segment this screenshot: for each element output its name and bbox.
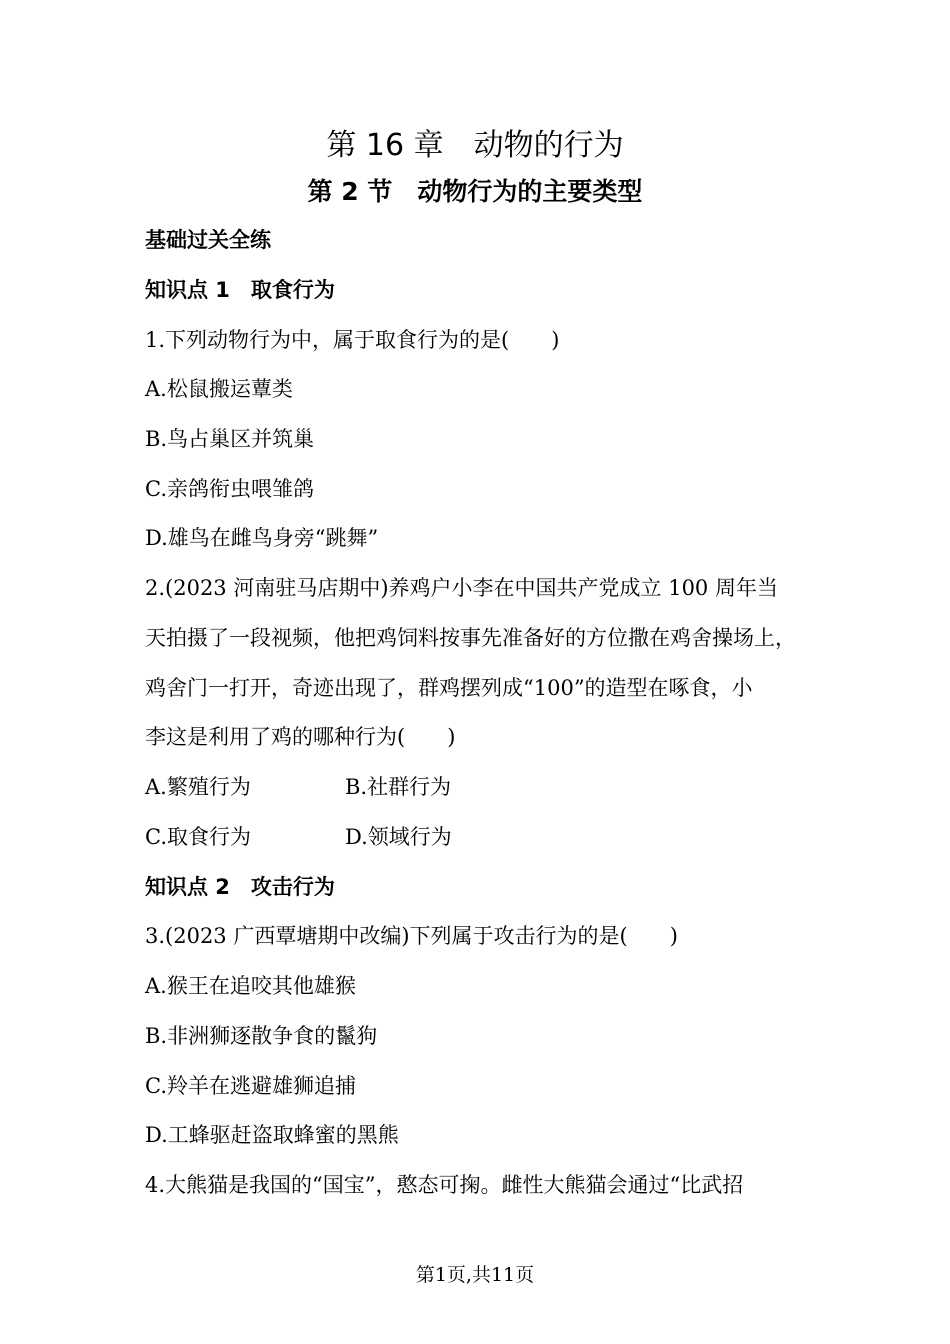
question-option: D.工蜂驱赶盗取蜂蜜的黑熊	[145, 1123, 399, 1147]
question-stem: 李这是利用了鸡的哪种行为( )	[145, 725, 456, 749]
question-option: C.取食行为	[145, 825, 251, 849]
question-option: A.猴王在追咬其他雄猴	[145, 974, 356, 998]
question-option: B.非洲狮逐散争食的鬣狗	[145, 1024, 378, 1048]
question-option: D.领域行为	[345, 825, 452, 849]
question-option: A.繁殖行为	[145, 775, 251, 799]
question-option: B.社群行为	[345, 775, 452, 799]
section-title: 第 2 节 动物行为的主要类型	[307, 177, 643, 206]
block-heading: 基础过关全练	[145, 228, 271, 252]
question-stem: 鸡舍门一打开，奇迹出现了，群鸡摆列成“100”的造型在啄食，小	[145, 676, 753, 700]
knowledge-point-heading: 知识点 1 取食行为	[145, 278, 335, 302]
question-stem: 2.(2023 河南驻马店期中)养鸡户小李在中国共产党成立 100 周年当	[145, 576, 778, 600]
question-stem: 1.下列动物行为中，属于取食行为的是( )	[145, 328, 560, 352]
chapter-title: 第 16 章 动物的行为	[326, 128, 624, 163]
question-option: C.亲鸽衔虫喂雏鸽	[145, 477, 314, 501]
question-stem: 4.大熊猫是我国的“国宝”，憨态可掬。雌性大熊猫会通过“比武招	[145, 1173, 744, 1197]
page-number: 第1页,共11页	[415, 1264, 535, 1286]
knowledge-point-heading: 知识点 2 攻击行为	[145, 875, 335, 899]
question-option: B.鸟占巢区并筑巢	[145, 427, 315, 451]
question-option: D.雄鸟在雌鸟身旁“跳舞”	[145, 526, 379, 550]
question-stem: 天拍摄了一段视频，他把鸡饲料按事先准备好的方位撒在鸡舍操场上，	[145, 626, 796, 650]
question-stem: 3.(2023 广西覃塘期中改编)下列属于攻击行为的是( )	[145, 924, 678, 948]
question-option: A.松鼠搬运蕈类	[145, 377, 293, 401]
question-option: C.羚羊在逃避雄狮追捕	[145, 1074, 356, 1098]
question-options-row	[145, 822, 452, 852]
question-options-row	[145, 772, 452, 802]
